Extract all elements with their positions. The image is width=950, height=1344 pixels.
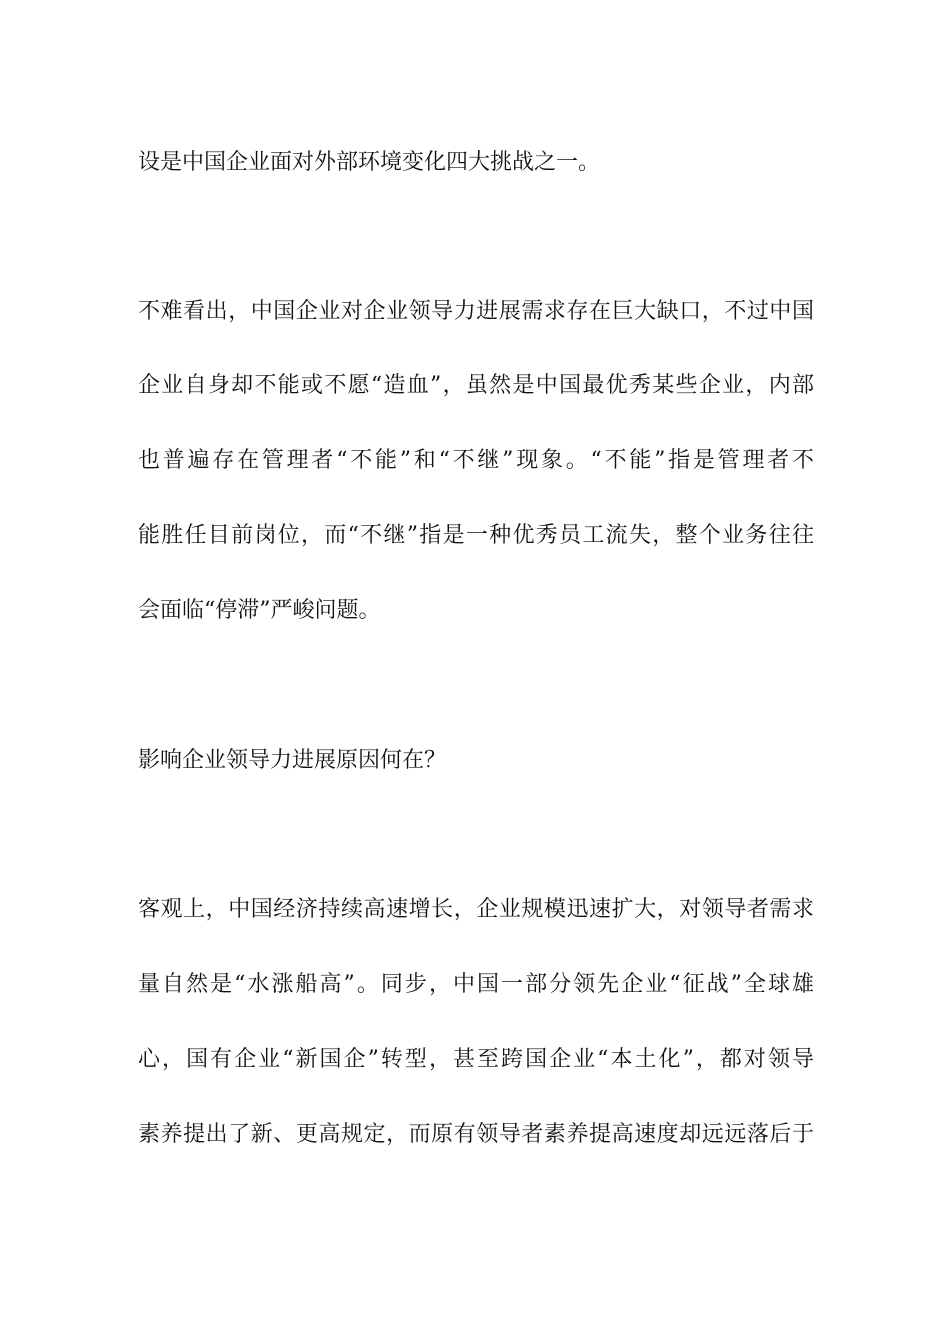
paragraph-2-line-5: 会面临“停滞”严峻问题。: [138, 598, 381, 623]
paragraph-1-line-1: 设是中国企业面对外部环境变化四大挑战之一。: [138, 150, 601, 175]
paragraph-4-line-2: 量自然是“水涨船高”。同步，中国一部分领先企业“征战”全球雄: [138, 972, 814, 997]
paragraph-4-line-4: 素养提出了新、更高规定，而原有领导者素养提高速度却远远落后于: [138, 1122, 814, 1147]
paragraph-4-line-3: 心，国有企业“新国企”转型，甚至跨国企业“本土化”，都对领导: [138, 1047, 814, 1072]
paragraph-4-line-1: 客观上，中国经济持续高速增长，企业规模迅速扩大，对领导者需求: [138, 897, 814, 922]
paragraph-2-line-3: 也普遍存在管理者“不能”和“不继”现象。“不能”指是管理者不: [138, 448, 814, 473]
paragraph-2-line-4: 能胜任目前岗位，而“不继”指是一种优秀员工流失，整个业务往往: [138, 523, 814, 548]
paragraph-3-line-1: 影响企业领导力进展原因何在？: [138, 748, 447, 773]
paragraph-2-line-1: 不难看出，中国企业对企业领导力进展需求存在巨大缺口，不过中国: [138, 299, 814, 324]
paragraph-2-line-2: 企业自身却不能或不愿“造血”，虽然是中国最优秀某些企业，内部: [138, 373, 814, 398]
